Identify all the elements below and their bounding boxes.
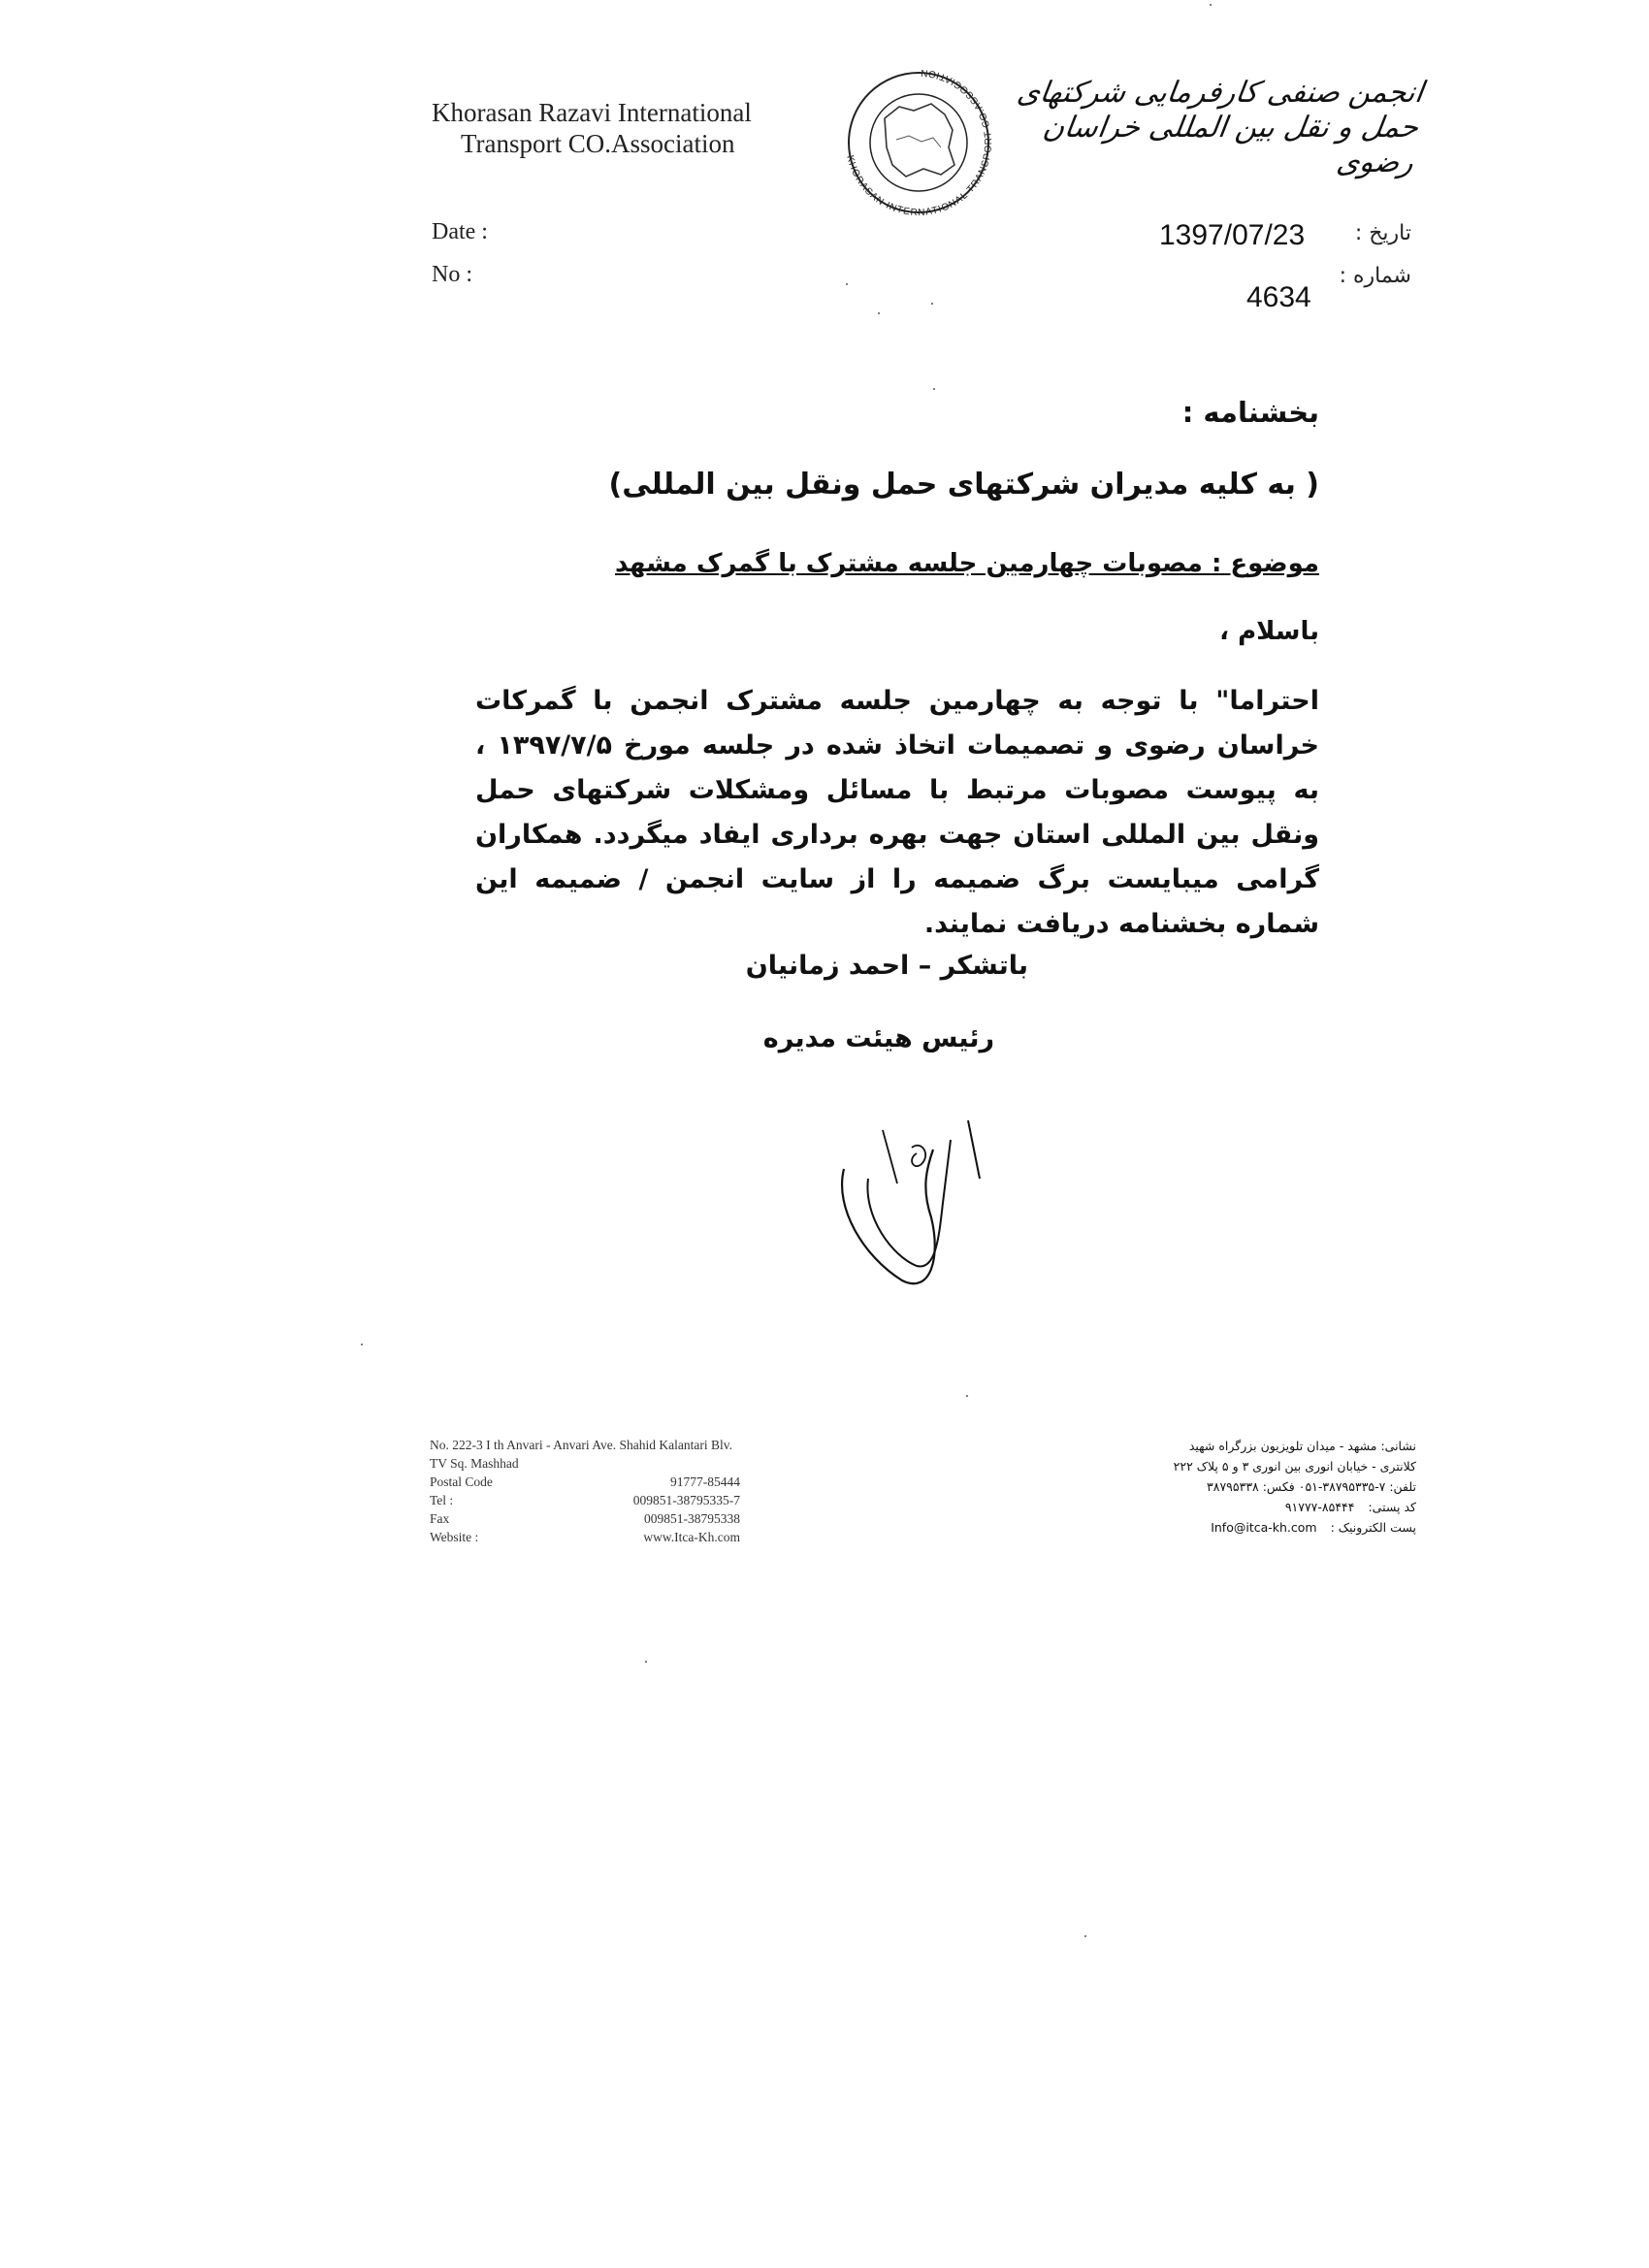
footer-phone-fa: تلفن: ۷-۳۸۷۹۵۳۳۵-۰۵۱ فکس: ۳۸۷۹۵۳۳۸ bbox=[1207, 1479, 1416, 1494]
footer-address-fa-line1: نشانی: مشهد - میدان تلویزیون بزرگراه شهید bbox=[1188, 1439, 1416, 1453]
footer-label: Postal Code bbox=[430, 1474, 493, 1489]
footer-label: کد پستی: bbox=[1368, 1500, 1416, 1514]
scan-speck bbox=[846, 283, 848, 285]
association-seal-logo bbox=[817, 50, 1020, 235]
footer-address-fa-line2: کلانتری - خیابان انوری بین انوری ۳ و ۵ پلاک ۲۲۲ bbox=[1173, 1459, 1416, 1474]
footer-row-tel bbox=[430, 1491, 740, 1509]
footer-row-postal bbox=[430, 1473, 740, 1491]
footer-label: Fax bbox=[430, 1511, 450, 1526]
org-name-english-line1: Khorasan Razavi International bbox=[432, 98, 752, 127]
footer-row-fax bbox=[430, 1509, 740, 1528]
svg-text:KHORASAN INTERNATIONAL TRANSPO: KHORASAN INTERNATIONAL TRANSPORT CO.ASSOCIATION bbox=[844, 66, 995, 219]
letter-number-value: 4634 bbox=[1246, 281, 1311, 313]
scan-speck bbox=[966, 1395, 968, 1397]
footer-value: Info@itca-kh.com bbox=[1211, 1520, 1317, 1535]
footer-english-contact bbox=[430, 1436, 740, 1546]
subject-line: موضوع : مصوبات چهارمین جلسه مشترک با گمرک مشهد bbox=[615, 549, 1319, 578]
footer-value: 91777-85444 bbox=[670, 1474, 740, 1489]
footer-row-website bbox=[430, 1528, 740, 1546]
signer-position: رئیس هیئت مدیره bbox=[762, 1023, 994, 1053]
no-label-fa: شماره : bbox=[1339, 264, 1411, 288]
footer-persian-contact bbox=[1086, 1436, 1416, 1538]
org-name-english-line2: Transport CO.Association bbox=[461, 129, 735, 158]
scan-speck bbox=[931, 303, 933, 305]
handwritten-signature bbox=[824, 1111, 999, 1295]
scan-speck bbox=[1210, 4, 1212, 6]
footer-label: Website : bbox=[430, 1530, 479, 1544]
scan-speck bbox=[645, 1661, 647, 1663]
greeting: باسلام ، bbox=[1219, 617, 1319, 646]
closing-thanks: باتشکر – احمد زمانیان bbox=[745, 951, 1028, 981]
footer-label: پست الکترونیک : bbox=[1330, 1520, 1416, 1535]
footer-address-en: No. 222-3 I th Anvari - Anvari Ave. Shahid Kalantari Blv. TV Sq. Mashhad bbox=[430, 1438, 732, 1471]
date-label-en: Date : bbox=[432, 219, 488, 244]
footer-label: Tel : bbox=[430, 1493, 454, 1507]
body-paragraph: احتراما" با توجه به چهارمین جلسه مشترک انجمن با گمرکات خراسان رضوی و تصمیمات اتخاذ شده در جلسه مورخ ۱۳۹۷/۷/۵ ، به پیوست مصوبات مرتبط با مسائل ومشکلات شرکتهای حمل ونقل بین المللی استان جهت بهره برداری ایفاد میگردد. همکاران گرامی میبایست برگ ضمیمه را از سایت انجمن / ضمیمه این شماره بخشنامه دریافت نمایند. bbox=[475, 686, 1319, 939]
org-name-persian-calligraphy: انجمن صنفی کارفرمایی شرکتهای حمل و نقل بین المللی خراسان رضوی bbox=[1015, 76, 1426, 179]
footer-value: www.Itca-Kh.com bbox=[643, 1530, 740, 1544]
date-label-fa: تاریخ : bbox=[1354, 221, 1411, 245]
footer-email-fa bbox=[1086, 1517, 1416, 1538]
org-name-english bbox=[432, 97, 752, 159]
date-value: 1397/07/23 bbox=[1159, 219, 1306, 251]
addressee-line: ( به کلیه مدیران شرکتهای حمل ونقل بین المللی) bbox=[608, 468, 1319, 502]
footer-postal-fa bbox=[1086, 1497, 1416, 1517]
scan-speck bbox=[933, 388, 935, 390]
no-label-en: No : bbox=[432, 262, 472, 287]
footer-value: ۹۱۷۷۷-۸۵۴۴۴ bbox=[1284, 1500, 1355, 1514]
scan-speck bbox=[361, 1344, 363, 1345]
circular-title: بخشنامه : bbox=[1181, 396, 1319, 429]
footer-value: 009851-38795338 bbox=[644, 1511, 740, 1526]
scan-speck bbox=[1084, 1935, 1086, 1937]
footer-value: 009851-38795335-7 bbox=[632, 1493, 740, 1507]
scan-speck bbox=[878, 312, 880, 314]
